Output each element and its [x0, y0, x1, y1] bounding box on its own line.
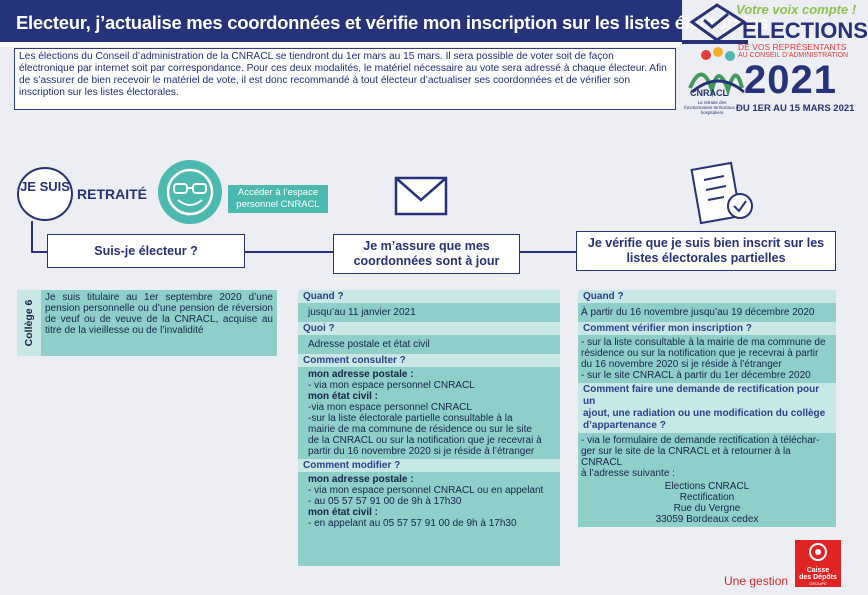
- line: du 16 novembre 2020 si je réside à l’étranger: [581, 359, 782, 370]
- a-quand-3: À partir du 16 novembre jusqu’au 19 décembre 2020: [578, 303, 836, 322]
- line: -sur la liste électorale partielle consultable à la: [308, 413, 513, 424]
- q-rectification: [578, 383, 836, 433]
- a-consulter: [298, 367, 560, 459]
- cdc-line1: Caisse: [806, 567, 830, 574]
- a-quoi: Adresse postale et état civil: [298, 335, 560, 354]
- cdc-line2: des Dépôts: [799, 574, 837, 581]
- line: Rectification: [679, 492, 735, 503]
- status-label: RETRAITÉ: [77, 186, 147, 202]
- elections-logo: [682, 0, 868, 130]
- cnracl-logo-text: CNRACL: [690, 88, 728, 98]
- line: - via mon espace personnel CNRACL ou en appelant: [308, 485, 544, 496]
- slogan: Votre voix compte !: [736, 2, 857, 17]
- line: d’appartenance ?: [583, 420, 666, 431]
- line: - sur le site CNRACL à partir du 1er décembre 2020: [581, 370, 811, 381]
- access-personal-space-link[interactable]: Accéder à l’espace personnel CNRACL: [228, 185, 328, 213]
- q-consulter: Comment consulter ?: [298, 354, 560, 367]
- connector-line: [520, 251, 576, 253]
- line: résidence ou sur la notification que je recevrai à partir: [581, 348, 819, 359]
- college-label: Collège 6: [23, 299, 35, 347]
- line: à l’adresse suivante :: [581, 468, 675, 479]
- line: 33059 Bordeaux cedex: [655, 514, 759, 525]
- a-modifier: [298, 472, 560, 531]
- je-suis-badge: JE SUIS: [17, 167, 73, 221]
- vote-dates: DU 1ER AU 15 MARS 2021: [736, 103, 855, 114]
- year: 2021: [744, 58, 837, 102]
- connector-line: [245, 251, 333, 253]
- eligibility-text: Je suis titulaire au 1er septembre 2020 d’une pension personnelle ou d’une pension de réversion de veuf ou de veuve de la CNRACL, acquise au titre de la vieillesse ou de l’invalidité: [41, 290, 277, 356]
- line: - sur la liste consultable à la mairie de ma commune de: [581, 337, 826, 348]
- line: - via le formulaire de demande rectification à téléchar-: [581, 435, 820, 446]
- line: mon état civil :: [308, 507, 379, 518]
- line: -via mon espace personnel CNRACL: [308, 402, 472, 413]
- a-verifier: [578, 335, 836, 383]
- inscription-panel: [578, 290, 836, 526]
- checklist-icon: [690, 158, 762, 230]
- elections-sub1: DE VOS REPRÉSENTANTS: [738, 42, 847, 52]
- gestion-label: Une gestion: [724, 574, 789, 588]
- line: Elections CNRACL: [664, 481, 750, 492]
- cdc-line3: GROUPE: [809, 581, 827, 586]
- q-quand-3: Quand ?: [578, 290, 836, 303]
- column-title-inscription: Je vérifie que je suis bien inscrit sur les listes électorales partielles: [576, 231, 836, 271]
- college-tab: [17, 290, 41, 356]
- cnracl-tagline: La retraite des fonctionnaires territoriaux et hospitaliers: [684, 100, 740, 115]
- line: - en appelant au 05 57 57 91 00 de 9h à 17h30: [308, 518, 517, 529]
- a-rectification: [578, 433, 836, 527]
- line: de la CNRACL ou sur la notification que je recevrai à: [308, 435, 542, 446]
- line: mon état civil :: [308, 391, 379, 402]
- line: - au 05 57 57 91 00 de 9h à 17h30: [308, 496, 462, 507]
- q-verifier: Comment vérifier mon inscription ?: [578, 322, 836, 335]
- line: - via mon espace personnel CNRACL: [308, 380, 475, 391]
- intro-text: Les élections du Conseil d’administration de la CNRACL se tiendront du 1er mars au 15 mars. Il sera possible de voter soit de façon électronique par internet soit par correspondance. Pour ces deux modalités, le matériel nécessaire au vote sera adressé à chaque électeur. Afin de s’assurer de bien recevoir le matériel de vote, il est donc recommandé à tout électeur d’actualiser ses coordonnées et de vérifier son inscription sur les listes électorales.: [14, 48, 676, 110]
- line: ajout, une radiation ou une modification du collège: [583, 408, 826, 419]
- q-quand: Quand ?: [298, 290, 560, 303]
- line: mon adresse postale :: [308, 474, 414, 485]
- line: mairie de ma commune de résidence ou sur le site: [308, 424, 532, 435]
- cdc-logo: [795, 540, 841, 587]
- line: Comment faire une demande de rectification pour un: [583, 384, 820, 407]
- a-quand: jusqu’au 11 janvier 2021: [298, 303, 560, 322]
- q-quoi: Quoi ?: [298, 322, 560, 335]
- column-title-coordonnees: Je m’assure que mes coordonnées sont à jour: [333, 234, 520, 274]
- page-title: Electeur, j’actualise mes coordonnées et vérifie mon inscription sur les listes électorales: [0, 0, 682, 47]
- postal-address: [581, 481, 833, 525]
- line: partir du 16 novembre 2020 si je réside à l’étranger: [308, 446, 535, 457]
- cdc-emblem-icon: [808, 542, 828, 562]
- q-modifier: Comment modifier ?: [298, 459, 560, 472]
- elections-sub2: AU CONSEIL D’ADMINISTRATION: [738, 52, 849, 59]
- connector-line: [31, 221, 33, 253]
- connector-line: [31, 251, 47, 253]
- retiree-face-icon: [158, 160, 222, 224]
- line: Rue du Vergne: [673, 503, 741, 514]
- line: mon adresse postale :: [308, 369, 414, 380]
- elections-label: ELECTIONS: [742, 18, 868, 43]
- column-title-electeur: Suis-je électeur ?: [47, 234, 245, 268]
- line: ger sur le site de la CNRACL et à retourner à la CNRACL: [581, 446, 791, 468]
- coordonnees-panel: [298, 290, 560, 566]
- envelope-icon: [392, 168, 452, 228]
